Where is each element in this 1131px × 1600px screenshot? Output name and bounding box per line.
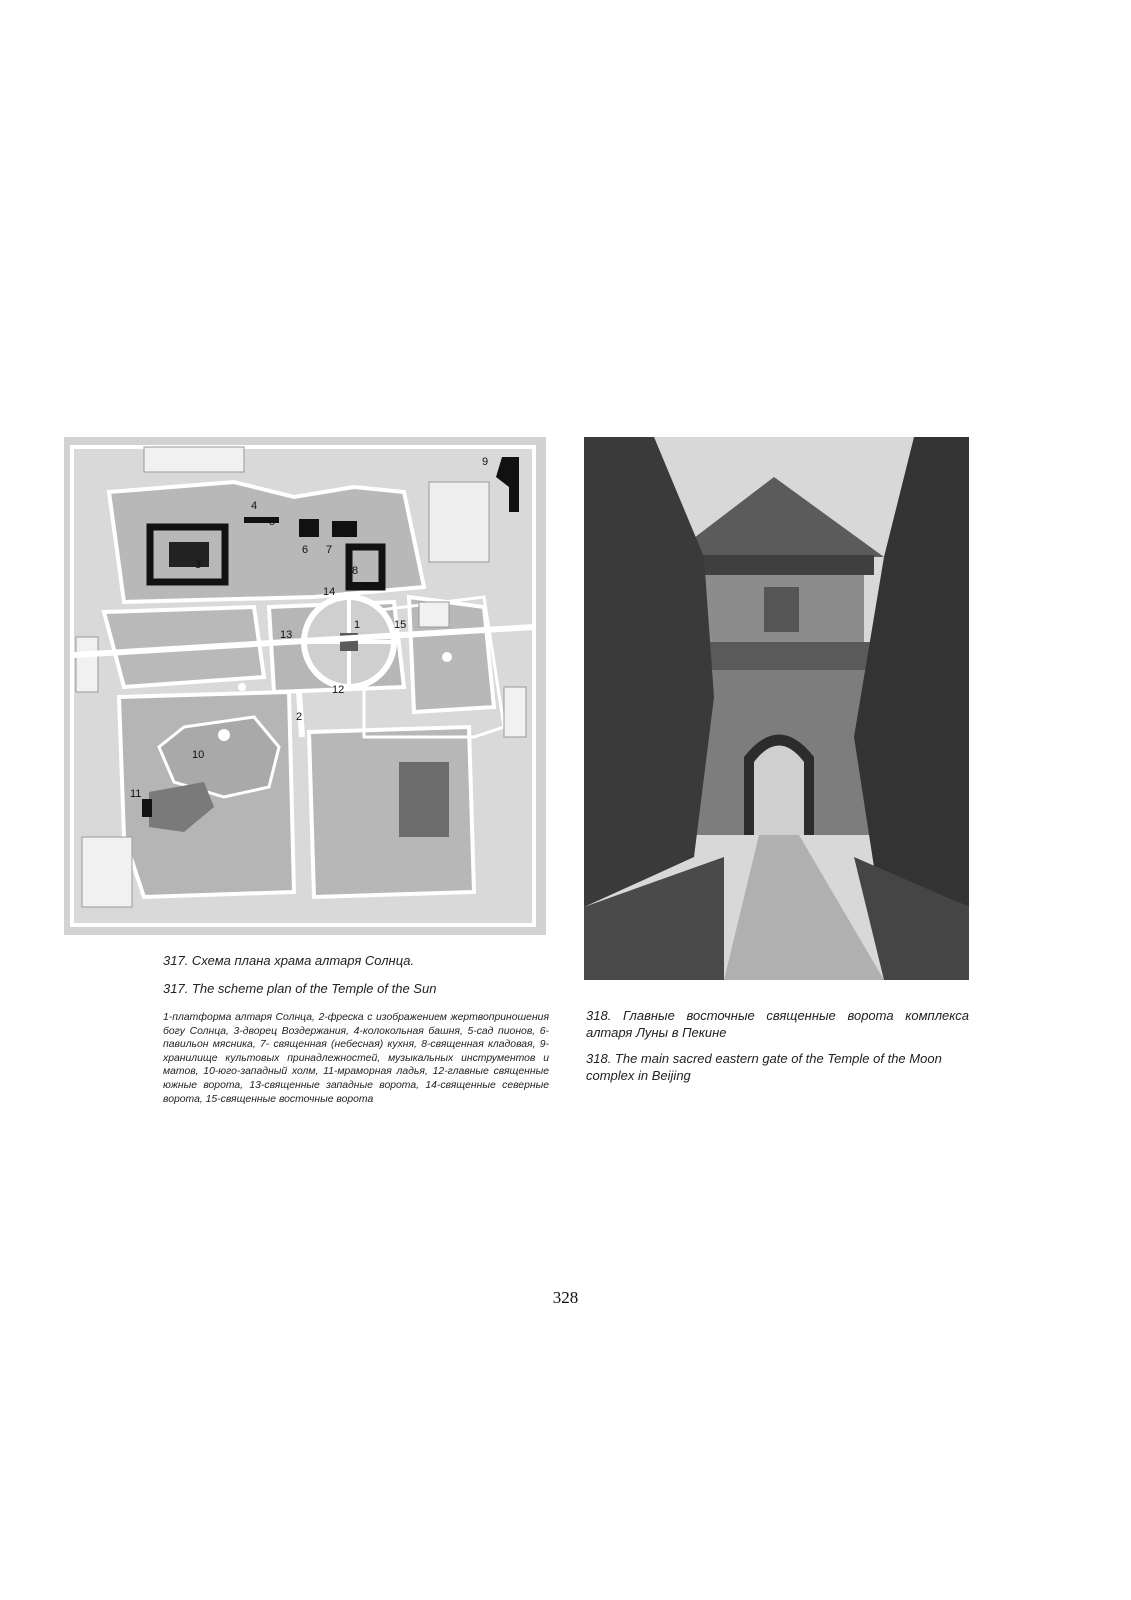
legend-317: 1-платформа алтаря Солнца, 2-фреска с изображением жертвоприношения богу Солнца, 3-дворец Воздержания, 4-колокольная башня, 5-сад пионов, 6-павильон мясника, 7- священная (небесная) кухня, 8-священная кладовая, 9-хранилище культовых принадлежностей, музыкальных инструментов и матов, 10-юго-западный холм, 11-мраморная ладья, 12-главные священные южные ворота, 13-священные западные ворота, 14-священные северные ворота, 15-священные восточные ворота bbox=[163, 1012, 549, 1105]
plan-label-15: 15 bbox=[394, 619, 407, 631]
plan-label-4: 4 bbox=[251, 500, 258, 512]
plan-label-8: 8 bbox=[352, 565, 359, 577]
plan-label-10: 10 bbox=[192, 749, 205, 761]
plan-label-2: 2 bbox=[296, 711, 303, 723]
plan-label-6: 6 bbox=[302, 544, 309, 556]
temple-of-sun-plan bbox=[64, 437, 546, 935]
plan-label-13: 13 bbox=[280, 629, 293, 641]
caption-ru-317: 317. Схема плана храма алтаря Солнца. bbox=[163, 953, 415, 968]
caption-en-317: 317. The scheme plan of the Temple of the Sun bbox=[163, 981, 437, 996]
caption-ru-318: 318. Главные восточные священные ворота комплекса алтаря Луны в Пекине bbox=[586, 1008, 969, 1040]
temple-of-moon-gate-photo bbox=[584, 437, 969, 980]
plan-label-9: 9 bbox=[482, 456, 489, 468]
plan-label-14: 14 bbox=[323, 586, 336, 598]
caption-en-318: 318. The main sacred eastern gate of the Temple of the Moon complex in Beijing bbox=[586, 1051, 942, 1083]
plan-label-1: 1 bbox=[354, 619, 361, 631]
plan-label-11: 11 bbox=[130, 788, 142, 800]
plan-label-3: 3 bbox=[195, 559, 202, 571]
plan-label-7: 7 bbox=[326, 544, 333, 556]
plan-label-12: 12 bbox=[332, 684, 345, 696]
plan-label-5: 5 bbox=[269, 516, 276, 528]
page-number: 328 bbox=[552, 1288, 579, 1307]
